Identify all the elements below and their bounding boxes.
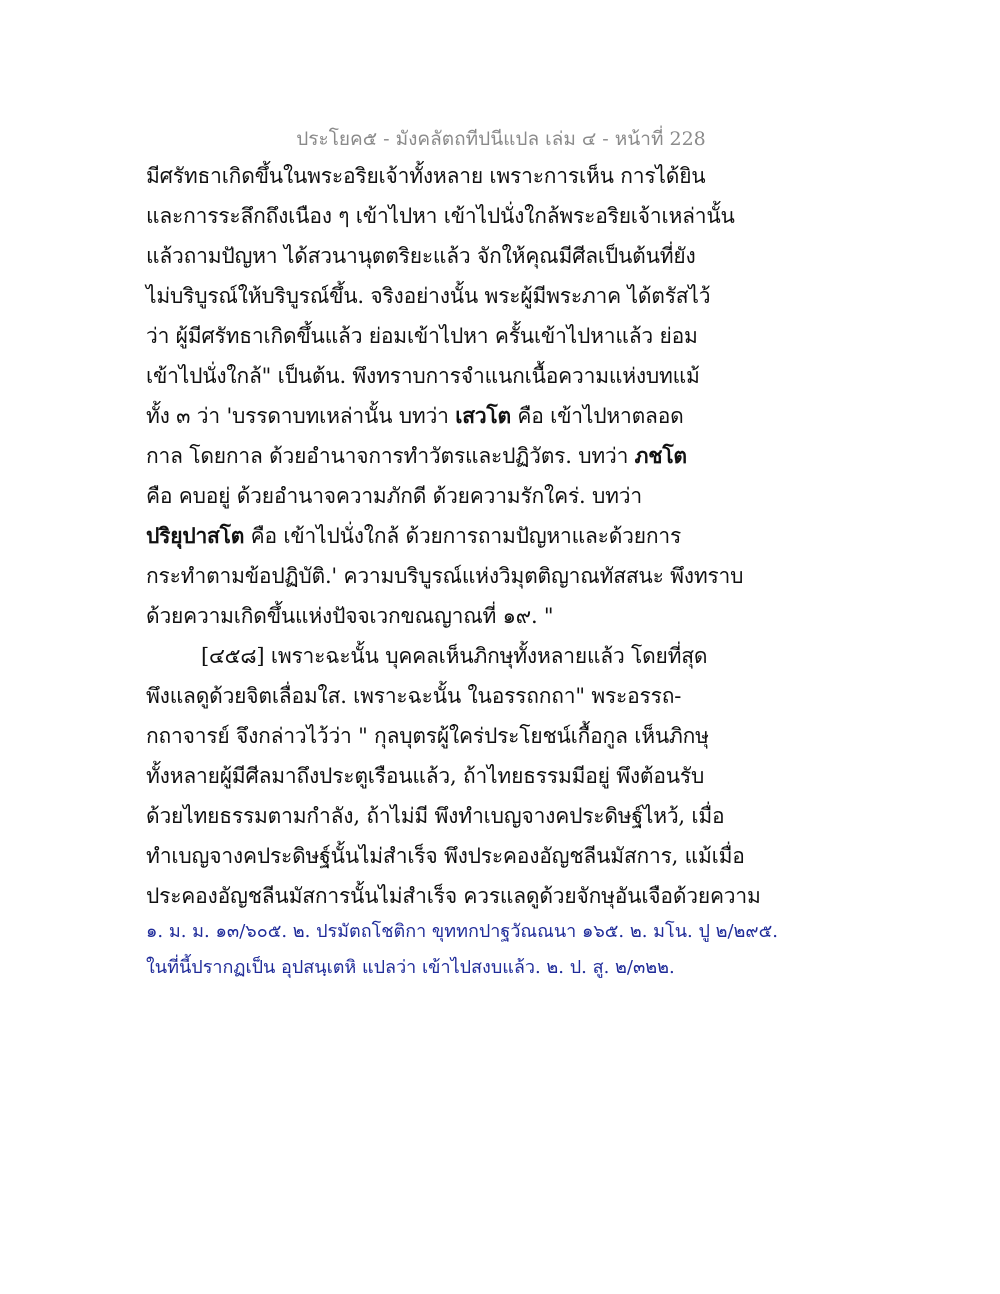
bold-term: ปริยุปาสโต xyxy=(146,523,245,548)
text-line xyxy=(146,796,725,836)
text-line xyxy=(146,556,744,596)
text-run: พึงแลดูด้วยจิตเลื่อมใส. เพราะฉะนั้น ในอรรถกถา" พระอรรถ- xyxy=(146,684,682,708)
bold-term: เสวโต xyxy=(455,403,511,428)
text-line xyxy=(146,316,706,356)
text-line xyxy=(146,836,745,876)
text-run: คือ คบอยู่ ด้วยอำนาจความภักดี ด้วยความรักใคร่. บทว่า xyxy=(146,484,642,508)
text-run: คือ เข้าไปนั่งใกล้ ด้วยการถามปัญหาและด้วยการ xyxy=(244,524,682,548)
text-line xyxy=(146,876,761,916)
text-line xyxy=(146,396,706,436)
text-line xyxy=(146,596,706,636)
text-run: มีศรัทธาเกิดขึ้นในพระอริยเจ้าทั้งหลาย เพราะการเห็น การได้ยิน xyxy=(146,164,706,188)
text-run: กระทำตามข้อปฏิบัติ.' ความบริบูรณ์แห่งวิมุตติญาณทัสสนะ พึงทราบ xyxy=(146,564,744,588)
text-run: และการระลึกถึงเนือง ๆ เข้าไปหา เข้าไปนั่งใกล้พระอริยเจ้าเหล่านั้น xyxy=(146,204,735,228)
text-line xyxy=(146,236,706,276)
text-run: แล้วถามปัญหา ได้สวนานุตตริยะแล้ว จักให้คุณมีศีลเป็นต้นที่ยัง xyxy=(146,244,696,268)
text-run: ทั้ง ๓ ว่า 'บรรดาบทเหล่านั้น บทว่า xyxy=(146,404,456,428)
page-header xyxy=(0,124,1000,154)
bold-term: ภชโต xyxy=(634,443,687,468)
body-text xyxy=(146,156,761,916)
text-run: เข้าไปนั่งใกล้" เป็นต้น. พึงทราบการจำแนกเนื้อความแห่งบทแม้ xyxy=(146,364,700,388)
text-run: ด้วยไทยธรรมตามกำลัง, ถ้าไม่มี พึงทำเบญจางคประดิษฐ์ไหว้, เมื่อ xyxy=(146,804,725,828)
text-run: กาล โดยกาล ด้วยอำนาจการทำวัตรและปฏิวัตร. บทว่า xyxy=(146,444,635,468)
text-line xyxy=(146,276,711,316)
text-run: กถาจารย์ จึงกล่าวไว้ว่า " กุลบุตรผู้ใคร่ประโยชน์เกื้อกูล เห็นภิกษุ xyxy=(146,724,709,748)
text-run: ว่า ผู้มีศรัทธาเกิดขึ้นแล้ว ย่อมเข้าไปหา ครั้นเข้าไปหาแล้ว ย่อม xyxy=(146,324,698,348)
text-run: ทำเบญจางคประดิษฐ์นั้นไม่สำเร็จ พึงประคองอัญชลีนมัสการ, แม้เมื่อ xyxy=(146,844,745,868)
text-line xyxy=(146,156,706,196)
text-run: ประคองอัญชลีนมัสการนั้นไม่สำเร็จ ควรแลดูด้วยจักษุอันเจือด้วยความ xyxy=(146,884,761,908)
page-header-text: ประโยค๕ - มังคลัตถทีปนีแปล เล่ม ๔ - หน้าที่ 228 xyxy=(296,128,706,150)
text-run: ทั้งหลายผู้มีศีลมาถึงประตูเรือนแล้ว, ถ้าไทยธรรมมีอยู่ พึงต้อนรับ xyxy=(146,764,705,788)
footnotes xyxy=(146,914,846,986)
text-run: คือ เข้าไปหาตลอด xyxy=(510,404,684,428)
footnote-line: ๑. ม. ม. ๑๓/๖๐๕. ๒. ปรมัตถโชติกา ขุททกปาฐวัณณนา ๑๖๕. ๒. มโน. ปู ๒/๒๙๕. xyxy=(146,921,778,942)
text-run: [๔๕๘] เพราะฉะนั้น บุคคลเห็นภิกษุทั้งหลายแล้ว โดยที่สุด xyxy=(201,644,708,668)
text-line xyxy=(146,436,706,476)
text-run: ไม่บริบูรณ์ให้บริบูรณ์ขึ้น. จริงอย่างนั้น พระผู้มีพระภาค ได้ตรัสไว้ xyxy=(146,284,711,308)
text-run: ด้วยความเกิดขึ้นแห่งปัจจเวกขณญาณที่ ๑๙. " xyxy=(146,604,554,628)
text-line xyxy=(146,756,706,796)
text-line xyxy=(146,516,706,556)
text-line xyxy=(146,476,706,516)
text-line xyxy=(146,196,735,236)
text-line xyxy=(146,356,706,396)
text-line xyxy=(146,716,709,756)
text-line xyxy=(146,676,706,716)
text-line xyxy=(146,636,706,676)
footnote-line: ในที่นี้ปรากฏเป็น อุปสนฺเตหิ แปลว่า เข้าไปสงบแล้ว. ๒. ป. สู. ๒/๓๒๒. xyxy=(146,957,675,978)
